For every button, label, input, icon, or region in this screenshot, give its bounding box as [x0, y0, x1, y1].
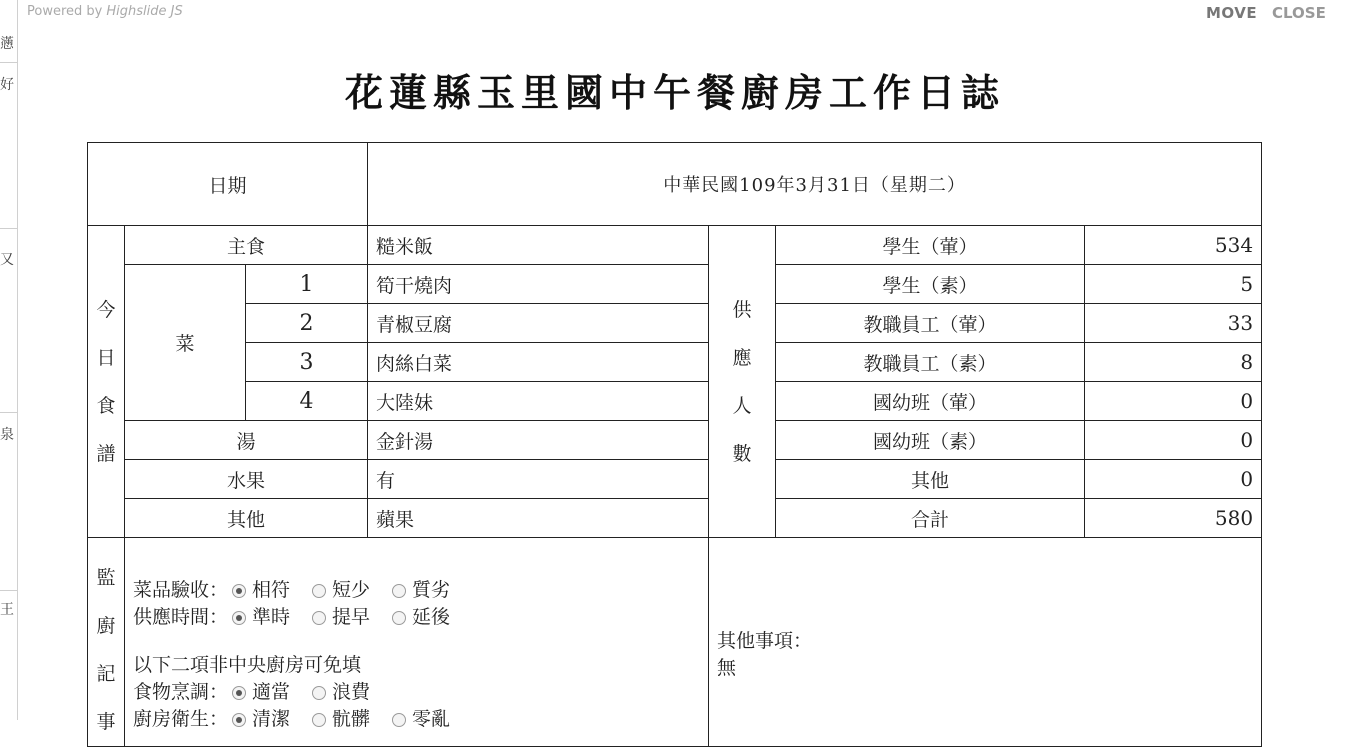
radio-option[interactable] — [228, 577, 290, 604]
radio-option-label: 清潔 — [252, 708, 291, 730]
radio-option-label: 零亂 — [412, 708, 451, 730]
menu-row — [88, 421, 1262, 460]
supply-label: 國幼班（葷） — [776, 382, 1085, 421]
radio-option[interactable] — [388, 604, 450, 631]
menu-row — [88, 460, 1262, 499]
inspection-row — [88, 538, 1262, 747]
supply-label: 其他 — [776, 460, 1085, 499]
radio-option-label: 準時 — [252, 606, 291, 628]
inspection-section-char: 監 — [96, 567, 116, 589]
dish-name: 筍干燒肉 — [368, 265, 709, 304]
inspection-section-char: 事 — [96, 711, 116, 733]
inspection-note: 以下二項非中央廚房可免填 — [133, 654, 362, 676]
radio-button-checked[interactable] — [232, 584, 246, 598]
radio-option-label: 骯髒 — [332, 708, 371, 730]
background-text-fragment: 王 — [0, 602, 14, 618]
close-button[interactable]: CLOSE — [1272, 4, 1326, 22]
inspection-section-label — [88, 538, 125, 747]
radio-button-checked[interactable] — [232, 686, 246, 700]
dish-name: 肉絲白菜 — [368, 343, 709, 382]
cooking-radio-group — [133, 679, 700, 706]
soup-value: 金針湯 — [368, 421, 709, 460]
kitchen-log-table — [87, 142, 1262, 747]
supply-section-char: 人 — [732, 394, 752, 417]
background-text-fragment: 泉 — [0, 427, 14, 443]
powered-by-label: Powered by — [27, 4, 103, 19]
radio-button[interactable] — [312, 584, 326, 598]
radio-option[interactable] — [308, 706, 370, 733]
radio-option[interactable] — [228, 679, 290, 706]
other-label: 其他 — [125, 499, 368, 538]
other-value: 蘋果 — [368, 499, 709, 538]
supply-section-char: 數 — [732, 442, 752, 465]
supply-section-char: 供 — [732, 298, 752, 321]
radio-button[interactable] — [312, 686, 326, 700]
menu-row — [88, 226, 1262, 265]
radio-option-label: 浪費 — [332, 681, 371, 703]
inspection-section-char: 記 — [96, 663, 116, 685]
supply-count: 534 — [1085, 226, 1262, 265]
timing-radio-group — [133, 604, 700, 631]
supply-section-label — [709, 226, 776, 538]
acceptance-radio-group — [133, 577, 700, 604]
menu-row — [88, 382, 1262, 421]
background-divider — [0, 412, 17, 413]
supply-label: 教職員工（葷） — [776, 304, 1085, 343]
menu-row — [88, 499, 1262, 538]
radio-option[interactable] — [308, 604, 370, 631]
supply-label: 學生（葷） — [776, 226, 1085, 265]
radio-option-label: 短少 — [332, 579, 371, 601]
supply-total-count: 580 — [1085, 499, 1262, 538]
radio-option[interactable] — [388, 706, 450, 733]
timing-label: 供應時間： — [133, 606, 229, 628]
radio-option[interactable] — [308, 679, 370, 706]
background-divider — [0, 590, 17, 591]
other-matters-value: 無 — [717, 657, 737, 679]
radio-option-label: 質劣 — [412, 579, 451, 601]
dish-number: 3 — [246, 343, 368, 382]
supply-label: 國幼班（素） — [776, 421, 1085, 460]
staple-value: 糙米飯 — [368, 226, 709, 265]
menu-row — [88, 343, 1262, 382]
supply-label: 學生（素） — [776, 265, 1085, 304]
hygiene-radio-group — [133, 706, 700, 733]
radio-option-label: 相符 — [252, 579, 291, 601]
radio-button[interactable] — [312, 713, 326, 727]
acceptance-label: 菜品驗收： — [133, 579, 229, 601]
radio-button[interactable] — [392, 584, 406, 598]
hygiene-label: 廚房衛生： — [133, 708, 229, 730]
inspection-section-char: 廚 — [96, 615, 116, 637]
radio-option[interactable] — [228, 604, 290, 631]
supply-count: 0 — [1085, 460, 1262, 499]
menu-section-char: 今 — [96, 298, 116, 321]
dish-name: 青椒豆腐 — [368, 304, 709, 343]
fruit-label: 水果 — [125, 460, 368, 499]
radio-option-label: 延後 — [412, 606, 451, 628]
menu-row — [88, 265, 1262, 304]
radio-option-label: 提早 — [332, 606, 371, 628]
dish-label: 菜 — [125, 265, 246, 421]
radio-button-checked[interactable] — [232, 611, 246, 625]
menu-section-char: 譜 — [96, 442, 116, 465]
supply-count: 8 — [1085, 343, 1262, 382]
supply-section-char: 應 — [732, 346, 752, 369]
radio-option-label: 適當 — [252, 681, 291, 703]
dish-number: 4 — [246, 382, 368, 421]
move-button[interactable]: MOVE — [1206, 4, 1258, 22]
radio-option[interactable] — [228, 706, 290, 733]
staple-label: 主食 — [125, 226, 368, 265]
background-text-fragment: 懣 — [0, 36, 14, 52]
highslide-brand-link[interactable]: Highslide JS — [106, 4, 183, 19]
date-label: 日期 — [88, 143, 368, 226]
radio-button[interactable] — [312, 611, 326, 625]
background-text-fragment: 好 — [0, 77, 14, 93]
menu-section-label — [88, 226, 125, 538]
background-divider — [0, 228, 17, 229]
radio-button[interactable] — [392, 611, 406, 625]
menu-section-char: 日 — [96, 346, 116, 369]
spacer — [133, 631, 700, 652]
menu-section-char: 食 — [96, 394, 116, 417]
menu-row — [88, 304, 1262, 343]
date-row — [88, 143, 1262, 226]
supply-total-label: 合計 — [776, 499, 1085, 538]
powered-by-credit[interactable] — [27, 4, 183, 19]
soup-label: 湯 — [125, 421, 368, 460]
background-text-fragment: 又 — [0, 252, 14, 268]
supply-count: 0 — [1085, 382, 1262, 421]
inspection-panel — [125, 538, 709, 747]
supply-count: 5 — [1085, 265, 1262, 304]
fruit-value: 有 — [368, 460, 709, 499]
other-matters-panel — [709, 538, 1262, 747]
cooking-label: 食物烹調： — [133, 681, 229, 703]
radio-option[interactable] — [388, 577, 450, 604]
dish-number: 2 — [246, 304, 368, 343]
radio-button-checked[interactable] — [232, 713, 246, 727]
dish-name: 大陸妹 — [368, 382, 709, 421]
other-matters-label: 其他事項： — [717, 630, 813, 652]
supply-count: 0 — [1085, 421, 1262, 460]
page-title: 花蓮縣玉里國中午餐廚房工作日誌 — [344, 70, 1005, 115]
dish-number: 1 — [246, 265, 368, 304]
supply-label: 教職員工（素） — [776, 343, 1085, 382]
supply-count: 33 — [1085, 304, 1262, 343]
date-value: 中華民國109年3月31日（星期二） — [368, 143, 1262, 226]
radio-button[interactable] — [392, 713, 406, 727]
radio-option[interactable] — [308, 577, 370, 604]
